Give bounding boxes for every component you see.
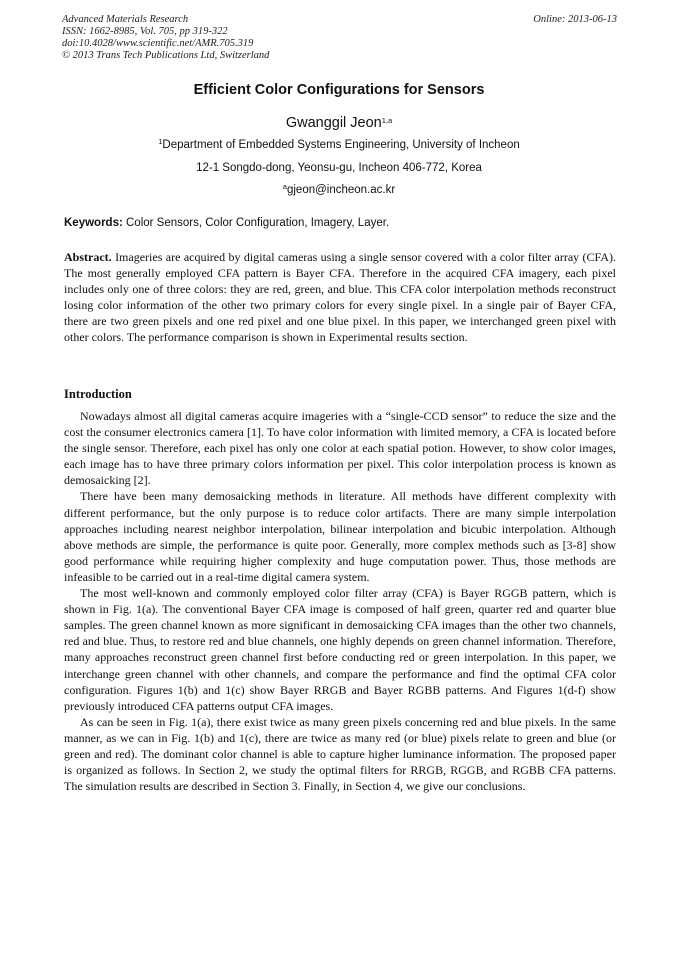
journal-copyright: © 2013 Trans Tech Publications Ltd, Switzerland <box>62 50 270 61</box>
abstract-label: Abstract. <box>64 250 112 264</box>
author-email: $^a$gjeon@incheon.ac.kr <box>282 182 396 196</box>
affiliation-address: 12-1 Songdo-dong, Yeonsu-gu, Incheon 406-772, Korea <box>196 162 482 174</box>
author-name: Gwanggil Jeon <box>285 115 382 131</box>
online-date: Online: 2013-06-13 <box>533 14 617 25</box>
journal-name: Advanced Materials Research <box>62 14 189 25</box>
abstract-paragraph <box>64 249 616 346</box>
paragraph: The most well-known and commonly employed color filter array (CFA) is Bayer RGGB pattern, which is shown in Fig. 1(a). The conventional Bayer CFA image is composed of half green, quarter red and quarter blue samples. The green channel known as more significant in demosaicking CFA images than the other two channels, red and blue. Thus, to restore red and blue channels, one highly depends on green channel information. Therefore, many approaches reconstruct green channel first before conducting red or green interpolation. In this paper, we interchange green channel with other channels, and compare the performance and find the optimal CFA color configuration. Figures 1(b) and 1(c) show Bayer RRGB and Bayer RGBB patterns. And Figures 1(d-f) show previously introduced CFA patterns output CFA images. <box>64 586 616 713</box>
section-heading-introduction: Introduction <box>64 387 132 401</box>
journal-issn: ISSN: 1662-8985, Vol. 705, pp 319-322 <box>62 26 228 37</box>
author-line <box>0 114 678 132</box>
abstract <box>64 249 616 346</box>
keywords-text: Color Sensors, Color Configuration, Imagery, Layer. <box>126 217 390 229</box>
paragraph: Nowadays almost all digital cameras acquire imageries with a “single-CCD sensor” to reduce the size and the cost the consumer electronics camera [1]. To have color information with limited memory, a CFA is located before the single sensor. Therefore, each pixel has only one color at each spatial potion. However, to show color images, each image has to have three primary colors information per pixel. This color interpolation process is known as demosaicking [2]. <box>64 409 616 488</box>
abstract-text: Imageries are acquired by digital cameras using a single sensor covered with a color filter array (CFA). The most generally employed CFA pattern is Bayer CFA. Therefore in the acquired CFA imagery, each pixel includes only one of three colors: they are red, green, and blue. This CFA color interpolation methods reconstruct losing color information of the other two primary colors for every single pixel. In a single pair of Bayer CFA, there are two green pixels and one red pixel and one blue pixel. In this paper, we interchanged green pixel with other colors. The performance comparison is shown in Experimental results section. <box>64 250 617 345</box>
affiliation-department: $^1$Department of Embedded Systems Engineering, University of Incheon <box>158 137 520 151</box>
paper-title: Efficient Color Configurations for Sensors <box>193 82 485 98</box>
keywords <box>64 216 616 230</box>
journal-doi: doi:10.4028/www.scientific.net/AMR.705.319 <box>62 38 254 49</box>
paragraph: There have been many demosaicking methods in literature. All methods have different complexity with different performance, but the only purpose is to reduce color artifacts. There are many simple interpolation approaches including nearest neighbor interpolation, bilinear interpolation and bicubic interpolation. Although above methods are simple, the performance is quite poor. Generally, more complex methods such as [3-8] show good performance while requiring higher complexity and huge computation power. Thus, those methods are infeasible to be carried out in a real-time digital camera system. <box>64 489 616 584</box>
affiliation-superscript: 1 <box>158 137 163 146</box>
journal-header <box>62 14 617 62</box>
introduction-body <box>64 408 616 794</box>
email-superscript: a <box>282 182 287 191</box>
author-superscript: 1,a <box>381 116 393 125</box>
paragraph: As can be seen in Fig. 1(a), there exist twice as many green pixels concerning red and blue pixels. In the same manner, as we can in Fig. 1(b) and 1(c), there are twice as many red (or blue) pixels relate to green and blue (or green and red). The dominant color channel is able to capture higher luminance information. The proposed paper is organized as follows. In Section 2, we study the optimal filters for RRGB, RGGB, and RGBB CFA patterns. The simulation results are described in Section 3. Finally, in Section 4, we give our conclusions. <box>64 714 616 794</box>
keywords-label: Keywords: <box>64 217 123 229</box>
